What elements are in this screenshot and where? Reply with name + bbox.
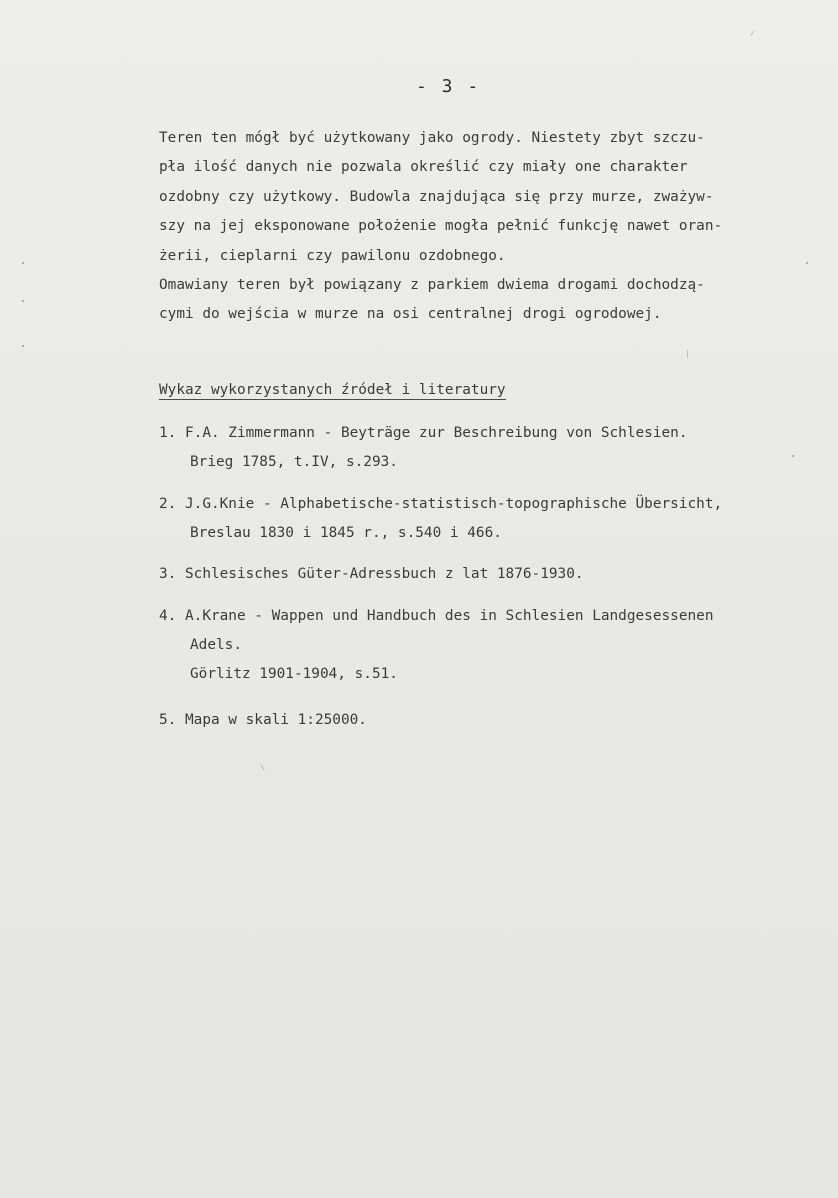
paper-mark bbox=[750, 30, 754, 35]
reference-line: Breslau 1830 i 1845 r., s.540 i 466. bbox=[190, 525, 502, 541]
reference-item bbox=[159, 419, 688, 477]
reference-line: 4. A.Krane - Wappen und Handbuch des in Schlesien Landgesessenen bbox=[159, 608, 714, 624]
reference-line: 1. F.A. Zimmermann - Beyträge zur Beschreibung von Schlesien. bbox=[159, 425, 688, 441]
body-paragraph bbox=[159, 124, 819, 330]
paragraph-line: żerii, cieplarni czy pawilonu ozdobnego. bbox=[159, 247, 506, 264]
reference-line: 3. Schlesisches Güter-Adressbuch z lat 1876-1930. bbox=[159, 566, 584, 582]
paper-mark bbox=[260, 764, 264, 771]
paragraph-line: Teren ten mógł być użytkowany jako ogrody. Niestety zbyt szczu- bbox=[159, 130, 705, 146]
reference-item bbox=[159, 706, 367, 735]
paragraph-line: szy na jej eksponowane położenie mogła pełnić funkcję nawet oran- bbox=[159, 218, 723, 235]
reference-line: Görlitz 1901-1904, s.51. bbox=[190, 666, 398, 682]
paper-speck bbox=[806, 262, 808, 264]
reference-item bbox=[159, 490, 722, 548]
bibliography-heading: Wykaz wykorzystanych źródeł i literatury bbox=[159, 382, 506, 398]
paper-speck bbox=[22, 262, 24, 264]
reference-line: 5. Mapa w skali 1:25000. bbox=[159, 712, 367, 728]
paragraph-line: Omawiany teren był powiązany z parkiem dwiema drogami dochodzą- bbox=[159, 276, 705, 293]
paragraph-line: ozdobny czy użytkowy. Budowla znajdująca się przy murze, zważyw- bbox=[159, 188, 714, 205]
reference-item bbox=[159, 602, 714, 689]
paragraph-line: cymi do wejścia w murze na osi centralnej drogi ogrodowej. bbox=[159, 306, 662, 323]
paper-mark bbox=[687, 350, 688, 358]
reference-line: 2. J.G.Knie - Alphabetische-statistisch-topographische Übersicht, bbox=[159, 496, 723, 512]
paragraph-line: pła ilość danych nie pozwala określić czy miały one charakter bbox=[159, 159, 688, 176]
reference-item bbox=[159, 560, 584, 589]
page-number: - 3 - bbox=[416, 76, 481, 97]
reference-line: Adels. bbox=[190, 637, 242, 653]
paper-speck bbox=[792, 455, 794, 457]
reference-line: Brieg 1785, t.IV, s.293. bbox=[190, 454, 398, 470]
paper-speck bbox=[22, 345, 24, 347]
paper-speck bbox=[22, 300, 24, 302]
